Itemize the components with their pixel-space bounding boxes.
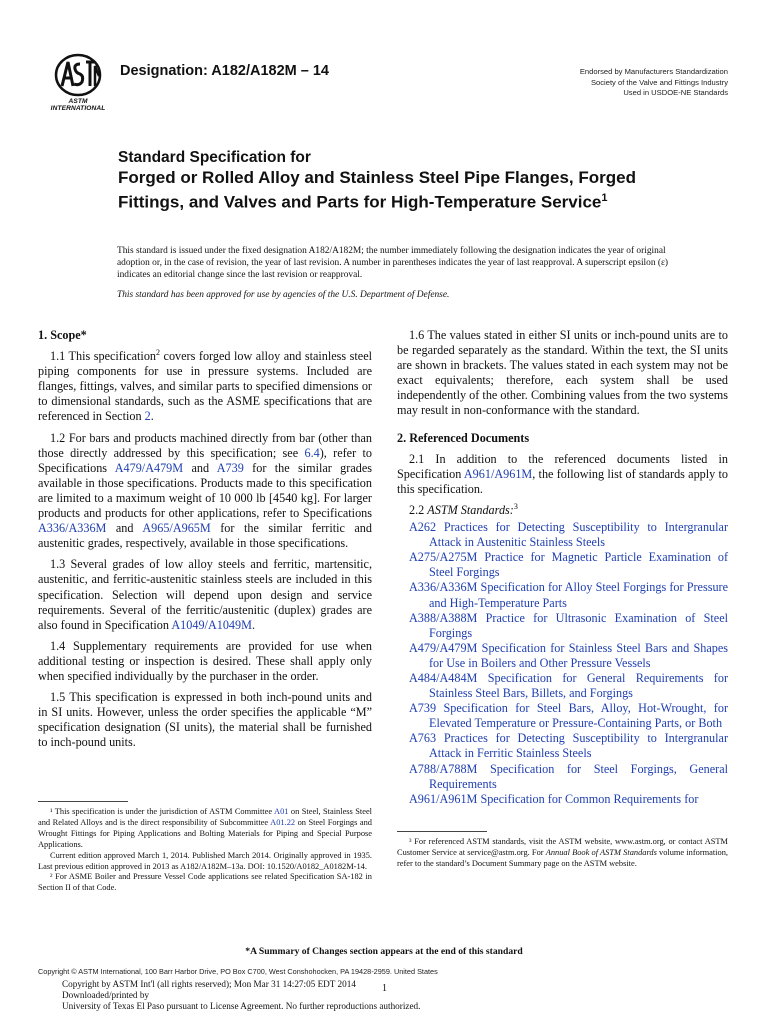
standard-title: Specification for Common Requirements for: [480, 791, 699, 806]
standard-title: Practices for Detecting Susceptibility to Intergranular Attack in Ferritic Stainless Steels: [429, 731, 729, 761]
standard-title: Specification for General Requirements for Stainless Steel Bars, Billets, and Forgings: [429, 670, 728, 701]
text: for the similar ferritic and austenitic grades, respectively, available in those specifications.: [38, 521, 372, 551]
text: on Steel, Stainless Steel and Related Alloys and is the direct responsibility of Subcommittee: [38, 807, 372, 827]
paragraph-2-2: [397, 503, 728, 518]
footnote-divider: [397, 831, 487, 832]
endorsement-note: [468, 67, 728, 99]
standard-code[interactable]: A262: [409, 520, 437, 535]
section-link[interactable]: 6.4: [304, 445, 320, 460]
text: volume information, refer to the standard’s Document Summary page on the ASTM website.: [397, 847, 728, 868]
text: ³ For referenced ASTM standards, visit the ASTM website, www.astm.org, or contact ASTM Customer Service at service@astm.org. For: [397, 837, 728, 857]
footnote-3: [397, 837, 728, 870]
title-main: Forged or Rolled Alloy and Stainless Steel Pipe Flanges, Forged Fittings, and Valves and Parts for High-Temperature Service: [118, 168, 636, 212]
footnote-2: ² For ASME Boiler and Pressure Vessel Code applications see related Specification SA-182 in Section II of that Code.: [38, 872, 372, 893]
standard-code[interactable]: A336/A336M: [409, 580, 478, 595]
subcommittee-link[interactable]: A01.22: [270, 817, 296, 827]
text: Annual Book of ASTM Standards: [545, 847, 657, 857]
text: 2.1 In addition to the referenced documents listed in Specification: [397, 451, 728, 481]
license-line: Downloaded/printed by: [62, 990, 150, 1001]
license-line: University of Texas El Paso pursuant to License Agreement. No further reproductions authorized.: [62, 1001, 421, 1012]
text: 2.2: [409, 502, 428, 517]
license-line: Copyright by ASTM Int'l (all rights reserved); Mon Mar 31 14:27:05 EDT 2014: [62, 979, 356, 989]
paragraph-1-1: [38, 349, 372, 424]
text: ), refer to Specifications: [38, 445, 372, 475]
footnote-divider: [38, 801, 128, 802]
standard-code[interactable]: A739: [409, 701, 437, 716]
paragraph-1-6: 1.6 The values stated in either SI units or inch-pound units are to be regarded separately as the standard. Within the text, the SI units are shown in brackets. The values stated in each system may not be exact equivalents; therefore, each system shall be used independently of the other. Combining values from the two systems may result in non-conformance with the standard.: [397, 328, 728, 418]
paragraph-1-4: 1.4 Supplementary requirements are provided for use when additional testing or inspection is desired. These shall apply only when specified individually by the purchaser in the order.: [38, 638, 372, 683]
standard-code[interactable]: A388/A388M: [409, 610, 478, 625]
footnote-1: [38, 807, 372, 851]
paragraph-1-5: 1.5 This specification is expressed in both inch-pound units and in SI units. However, unless the order specifies the applicable “M” specification designation (SI units), the material shall be furnished to inch-pound units.: [38, 690, 372, 750]
footnote-1-edition: Current edition approved March 1, 2014. Published March 2014. Originally approved in 1935. Last previous edition approved in 2013 as A182/A182M–13a. DOI: 10.1520/A0182_A0182M-14.: [38, 850, 372, 871]
text: 1.1 This specification: [50, 349, 157, 364]
standard-list-item[interactable]: [409, 520, 728, 550]
paragraph-1-3: [38, 557, 372, 632]
logo-text: ASTM INTERNATIONAL: [50, 98, 106, 112]
paragraph-2-1: [397, 452, 728, 497]
summary-of-changes-note: *A Summary of Changes section appears at the end of this standard: [245, 946, 523, 957]
text: and: [183, 460, 217, 475]
text: ¹ This specification is under the jurisdiction of ASTM Committee: [50, 807, 275, 816]
designation: Designation: A182/A182M – 14: [120, 63, 329, 79]
footnotes-right: [397, 837, 728, 870]
standard-list-item[interactable]: [409, 792, 728, 807]
standard-list-item[interactable]: [409, 671, 728, 701]
text: .: [251, 617, 255, 632]
standard-code[interactable]: A479/A479M: [409, 640, 478, 655]
footnotes-left: [38, 807, 372, 894]
text: for the similar grades available in those specifications. Products made to this specification are limited to a maximum weight of 10 000 lb [4540 kg]. For larger products and products for other applications, refer to Specifications: [38, 460, 372, 521]
text: on Steel Forgings and Wrought Fittings for Piping Applications and Bolting Materials for Piping and Special Purpose Applications.: [38, 817, 372, 849]
standard-title: Specification for Steel Forgings, General Requirements: [429, 761, 729, 791]
document-title: [118, 167, 678, 213]
standard-list-item[interactable]: [409, 641, 728, 671]
standard-list-item[interactable]: [409, 580, 728, 610]
committee-link[interactable]: A01: [274, 807, 289, 816]
text: 1.2 For bars and products machined directly from bar (other than those directly addressed by this specification; see: [38, 430, 372, 460]
standard-code[interactable]: A275/A275M: [409, 550, 478, 565]
right-column: [397, 328, 728, 807]
astm-logo: [42, 52, 114, 112]
standard-link[interactable]: A961/A961M: [463, 466, 533, 481]
standard-title: Practice for Magnetic Particle Examination of Steel Forgings: [429, 550, 729, 580]
standard-title: Specification for Steel Bars, Alloy, Hot-Wrought, for Elevated Temperature or Pressure-Containing Parts, or Both: [429, 701, 729, 731]
standard-list-item[interactable]: [409, 731, 728, 761]
text: .: [150, 409, 154, 424]
endorsement-line: Used in USDOE-NE Standards: [623, 88, 728, 98]
standard-link[interactable]: A1049/A1049M: [171, 617, 252, 632]
text: and: [106, 521, 143, 536]
title-pre: Standard Specification for: [118, 149, 311, 166]
standard-title: Specification for Alloy Steel Forgings for Pressure and High-Temperature Parts: [429, 580, 729, 610]
license-notice: [62, 979, 420, 1013]
section-link[interactable]: 2: [144, 409, 151, 424]
standard-code[interactable]: A961/A961M: [409, 791, 478, 806]
copyright-line: Copyright © ASTM International, 100 Barr Harbor Drive, PO Box C700, West Conshohocken, PA 19428-2959. United States: [38, 967, 438, 976]
endorsement-line: Endorsed by Manufacturers Standardization: [579, 67, 728, 76]
footnote-marker: 2: [156, 348, 161, 358]
section-heading-scope: 1. Scope*: [38, 328, 87, 342]
text: 1.3 Several grades of low alloy steels and ferritic, martensitic, austenitic, and ferritic-austenitic stainless steels are included in this specification. Selection will depend upon design and service requirements. Several of the ferritic/austenitic (duplex) grades are also found in Specification: [38, 557, 372, 632]
title-footnote-marker: 1: [601, 192, 608, 204]
standard-link[interactable]: A336/A336M: [38, 521, 107, 536]
standard-code[interactable]: A788/A788M: [409, 761, 478, 776]
section-heading-referenced-documents: 2. Referenced Documents: [397, 430, 530, 445]
standards-list: [397, 520, 728, 807]
standard-link[interactable]: A479/A479M: [114, 460, 184, 475]
standard-list-item[interactable]: [409, 550, 728, 580]
paragraph-1-2: [38, 431, 372, 552]
left-column: [38, 328, 372, 756]
page-number: 1: [382, 983, 387, 994]
standard-list-item[interactable]: [409, 611, 728, 641]
standard-title: Practice for Ultrasonic Examination of Steel Forgings: [429, 610, 728, 640]
footnote-marker: 3: [513, 501, 518, 511]
standard-link[interactable]: A739: [216, 460, 244, 475]
standard-list-item[interactable]: [409, 762, 728, 792]
text: covers forged low alloy and stainless steel piping components for use in pressure systems. Included are flanges, fittings, valves, and similar parts to specified dimensions or to dimensional standards, such as the ASME specifications that are referenced in Section: [38, 349, 372, 424]
dod-approval-note: This standard has been approved for use by agencies of the U.S. Department of Defense.: [117, 290, 450, 300]
standard-link[interactable]: A965/A965M: [142, 521, 211, 536]
standard-code[interactable]: A484/A484M: [409, 670, 478, 685]
standard-title: Practices for Detecting Susceptibility to Intergranular Attack in Austenitic Stainless Steels: [429, 520, 729, 550]
standard-code[interactable]: A763: [409, 731, 437, 746]
text: ASTM Standards:: [427, 502, 514, 517]
standard-list-item[interactable]: [409, 701, 728, 731]
issue-note: This standard is issued under the fixed designation A182/A182M; the number immediately following the designation indicates the year of original adoption or, in the case of revision, the year of last revision. A number in parentheses indicates the year of last reapproval. A superscript epsilon (ε) indicates an editorial change since the last revision or reapproval.: [117, 246, 669, 280]
text: , the following list of standards apply to this specification.: [397, 466, 728, 496]
standard-title: Specification for Stainless Steel Bars and Shapes for Use in Boilers and Other Pressure Vessels: [429, 640, 728, 670]
endorsement-line: Society of the Valve and Fittings Industry: [590, 77, 728, 87]
